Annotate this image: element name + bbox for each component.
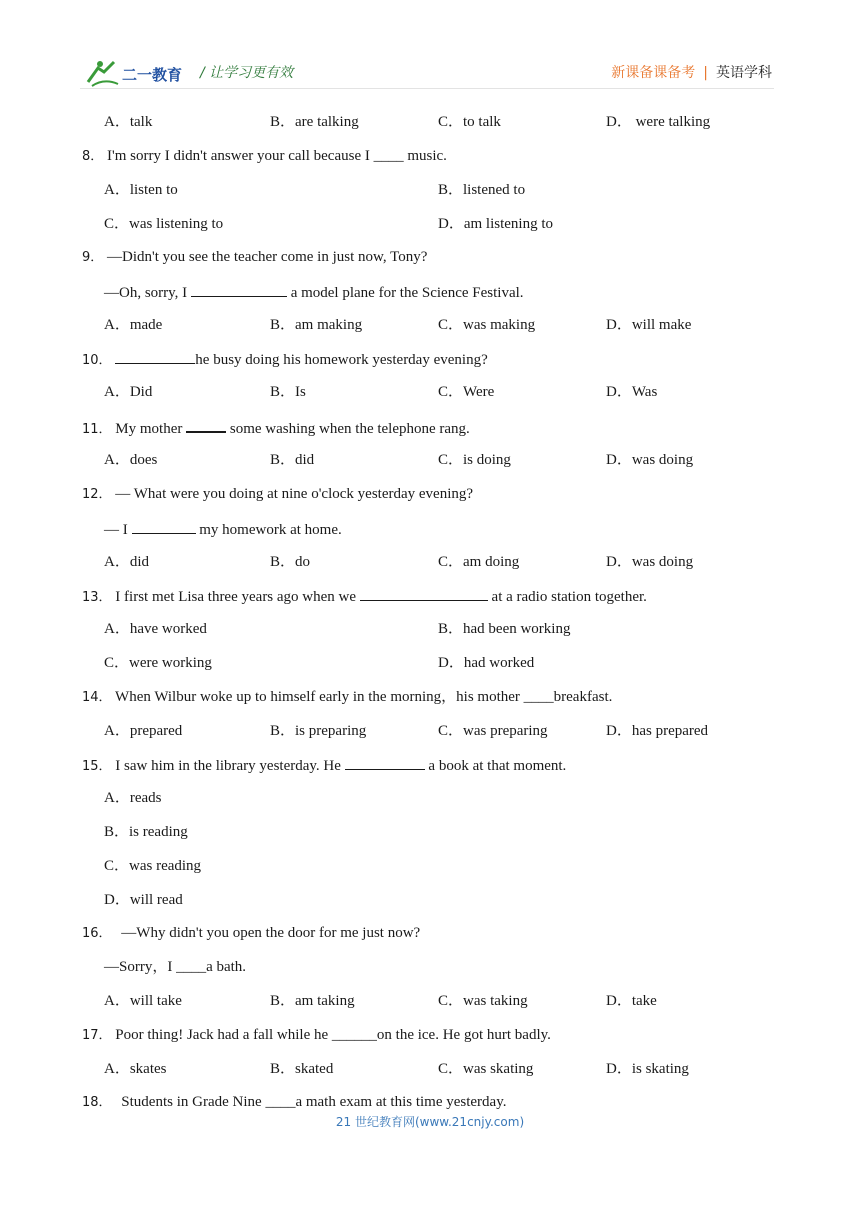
q15-option-c: C．was reading (104, 858, 202, 874)
q12-blank (132, 519, 196, 534)
q17-stem (82, 1026, 551, 1045)
q15-text-end: a book at that moment. (424, 758, 567, 774)
q16-option-d: D．take (606, 993, 657, 1009)
page-footer: 21 世纪教育网(www.21cnjy.com) (335, 1115, 525, 1129)
q14-option-d: D．has prepared (606, 723, 709, 739)
q11-option-b: B．did (270, 452, 315, 468)
q9-blank (191, 282, 287, 297)
q13-text-end: at a radio station together. (487, 589, 647, 605)
q9-text: —Didn't you see the teacher come in just now, Tony? (107, 249, 428, 265)
q13-option-b: B．had been working (438, 621, 571, 637)
q17-option-a: A．skates (104, 1061, 167, 1077)
q14-number: 14． (82, 690, 112, 705)
q17-option-b: B．skated (270, 1061, 334, 1077)
q11-text-end: some washing when the telephone rang. (226, 421, 470, 437)
q12-reply-start: — I (104, 522, 132, 538)
q9-reply (104, 282, 524, 302)
q9-option-a: A．made (104, 317, 163, 333)
q17-text: Poor thing! Jack had a fall while he ______on the ice. He got hurt badly. (115, 1027, 551, 1043)
q11-text-start: My mother (115, 421, 187, 437)
q10-option-a: A．Did (104, 384, 153, 400)
q17-number: 17． (82, 1028, 112, 1043)
q17-option-d: D．is skating (606, 1061, 689, 1077)
q12-option-c: C．am doing (438, 554, 520, 570)
header-course-label: 新课备课备考 (611, 65, 696, 81)
q15-option-d: D．will read (104, 892, 183, 908)
q8-option-d: D．am listening to (438, 216, 553, 232)
q15-number: 15． (82, 759, 112, 774)
slogan: / 让学习更有效 (200, 65, 294, 81)
q13-option-c: C．were working (104, 655, 212, 671)
q16-reply: —Sorry，I ____a bath. (104, 959, 247, 975)
q8-stem (82, 147, 447, 166)
q15-stem (82, 755, 566, 776)
q9-stem (82, 248, 427, 267)
q18-stem (82, 1093, 506, 1112)
q7-option-b: B．are talking (270, 114, 359, 130)
q16-option-a: A．will take (104, 993, 182, 1009)
logo (84, 58, 194, 88)
q10-text: he busy doing his homework yesterday evening? (195, 352, 488, 368)
q11-option-d: D．was doing (606, 452, 694, 468)
q12-reply (104, 519, 342, 539)
q9-option-b: B．am making (270, 317, 363, 333)
q16-text: —Why didn't you open the door for me just now? (121, 925, 421, 941)
q18-text: Students in Grade Nine ____a math exam at this time yesterday. (121, 1094, 507, 1110)
q13-option-d: D．had worked (438, 655, 535, 671)
header-divider (80, 88, 774, 89)
q13-blank (360, 586, 488, 601)
header-right (611, 62, 772, 82)
q11-option-a: A．does (104, 452, 158, 468)
q11-stem (82, 417, 470, 439)
q9-reply-end: a model plane for the Science Festival. (286, 285, 524, 301)
q15-option-b: B．is reading (104, 824, 188, 840)
q15-text-start: I saw him in the library yesterday. He (115, 758, 345, 774)
q12-text: — What were you doing at nine o'clock yesterday evening? (115, 486, 474, 502)
q11-blank (186, 417, 226, 433)
q9-option-d: D．will make (606, 317, 692, 333)
q14-text: When Wilbur woke up to himself early in the morning，his mother ____breakfast. (115, 689, 613, 705)
q16-number: 16． (82, 926, 112, 941)
q10-stem (82, 349, 488, 370)
q16-stem (82, 924, 420, 943)
header-subject-label: 英语学科 (716, 65, 772, 81)
q9-reply-start: —Oh, sorry, I (104, 285, 191, 301)
q14-option-a: A．prepared (104, 723, 183, 739)
q13-text-start: I first met Lisa three years ago when we (115, 589, 360, 605)
q10-blank (115, 349, 195, 364)
q13-number: 13． (82, 590, 112, 605)
page-header (0, 0, 860, 100)
q10-number: 10． (82, 353, 112, 368)
q10-option-d: D．Was (606, 384, 658, 400)
q8-option-b: B．listened to (438, 182, 526, 198)
q13-option-a: A．have worked (104, 621, 207, 637)
q10-option-c: C．Were (438, 384, 495, 400)
q11-number: 11． (82, 422, 112, 437)
q10-option-b: B．Is (270, 384, 306, 400)
q14-stem (82, 688, 612, 707)
q12-stem (82, 485, 473, 504)
q16-option-b: B．am taking (270, 993, 355, 1009)
q8-number: 8． (82, 149, 104, 164)
q9-option-c: C．was making (438, 317, 536, 333)
q8-text: I'm sorry I didn't answer your call because I ____ music. (107, 148, 447, 164)
q7-option-c: C．to talk (438, 114, 501, 130)
q7-option-d: D． were talking (606, 114, 711, 130)
q9-number: 9． (82, 250, 104, 265)
q12-reply-end: my homework at home. (195, 522, 342, 538)
q12-option-d: D．was doing (606, 554, 694, 570)
q13-stem (82, 586, 647, 607)
q12-number: 12． (82, 487, 112, 502)
logo-text: 二一教育 (122, 66, 183, 84)
q12-option-b: B．do (270, 554, 311, 570)
q11-option-c: C．is doing (438, 452, 511, 468)
q12-option-a: A．did (104, 554, 150, 570)
q17-option-c: C．was skating (438, 1061, 534, 1077)
q16-option-c: C．was taking (438, 993, 528, 1009)
q8-option-a: A．listen to (104, 182, 178, 198)
q14-option-b: B．is preparing (270, 723, 367, 739)
q18-number: 18． (82, 1095, 112, 1110)
q8-option-c: C．was listening to (104, 216, 224, 232)
q7-option-a: A．talk (104, 114, 153, 130)
header-separator: | (703, 65, 708, 81)
q14-option-c: C．was preparing (438, 723, 548, 739)
q15-blank (345, 755, 425, 770)
q15-option-a: A．reads (104, 790, 162, 806)
